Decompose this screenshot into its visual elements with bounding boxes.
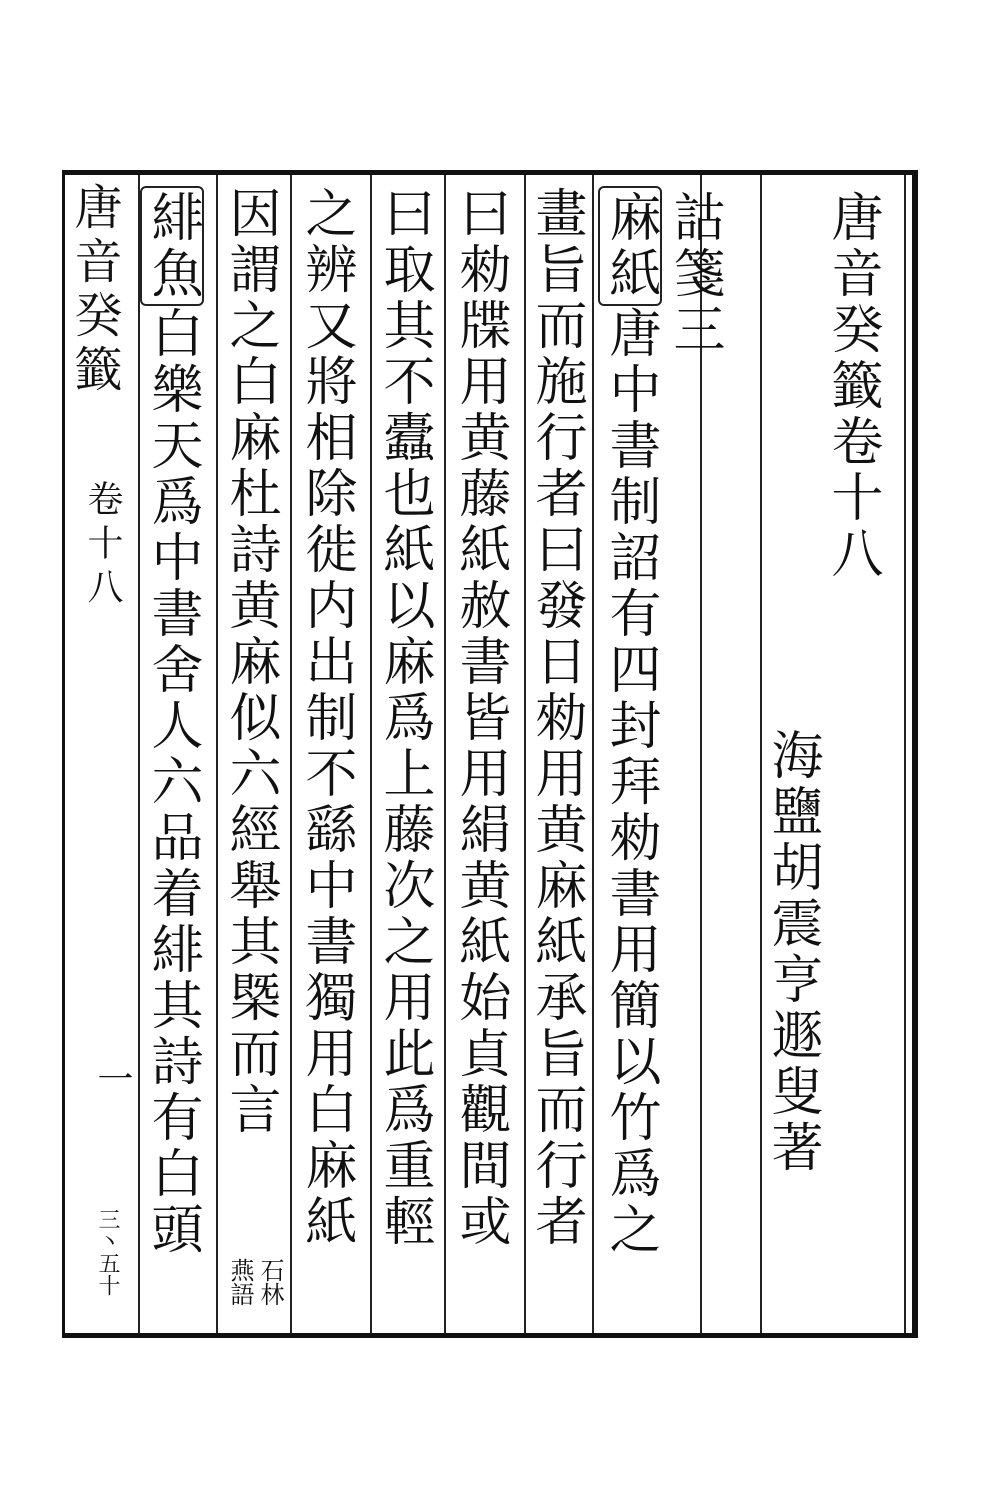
volume-title: 唐音癸籤卷十八: [822, 190, 882, 582]
text-column-3: 曰勑牒用黄藤紙赦書皆用絹黄紙始貞觀間或: [450, 186, 510, 1250]
column-rule: [138, 175, 140, 1333]
column-rule: [290, 175, 292, 1333]
margin-volume: 卷十八: [82, 480, 123, 612]
entry-label: 緋魚: [140, 186, 204, 306]
column-rule: [592, 175, 594, 1333]
margin-book-title: 唐音癸籤: [66, 182, 122, 398]
text-column-4: 曰取其不蠹也紙以麻爲上藤次之用此爲重輕: [374, 186, 434, 1250]
text-column-1: [600, 186, 660, 1258]
text-column-5: 之辨又將相除徙内出制不繇中書獨用白麻紙: [296, 186, 356, 1250]
column-rule: [444, 175, 446, 1333]
entry-label: 麻紙: [598, 186, 662, 306]
margin-page-number: 三丶五十: [95, 1208, 120, 1296]
text-column-6: 因謂之白麻杜詩黄麻似六經舉其槩而言: [220, 186, 280, 1138]
source-note-yan-yu: 燕語: [226, 1258, 254, 1306]
text-column-7: [142, 186, 202, 1258]
text-column-2: 畫旨而施行者曰發日勑用黄麻紙承旨而行者: [526, 186, 586, 1250]
source-note-stone-forest: 石林: [256, 1258, 284, 1306]
entry-text: 白樂天爲中書舍人六品着緋其詩有白頭: [142, 306, 202, 1258]
column-rule: [370, 175, 372, 1333]
margin-leaf-marker: 一: [92, 1060, 133, 1096]
entry-text: 唐中書制詔有四封拜勑書用簡以竹爲之: [600, 306, 660, 1258]
section-heading: 詁箋三: [664, 190, 724, 358]
column-rule: [904, 175, 906, 1333]
column-rule: [216, 175, 218, 1333]
author-line: 海鹽胡震亨遯叟著: [762, 728, 822, 1176]
